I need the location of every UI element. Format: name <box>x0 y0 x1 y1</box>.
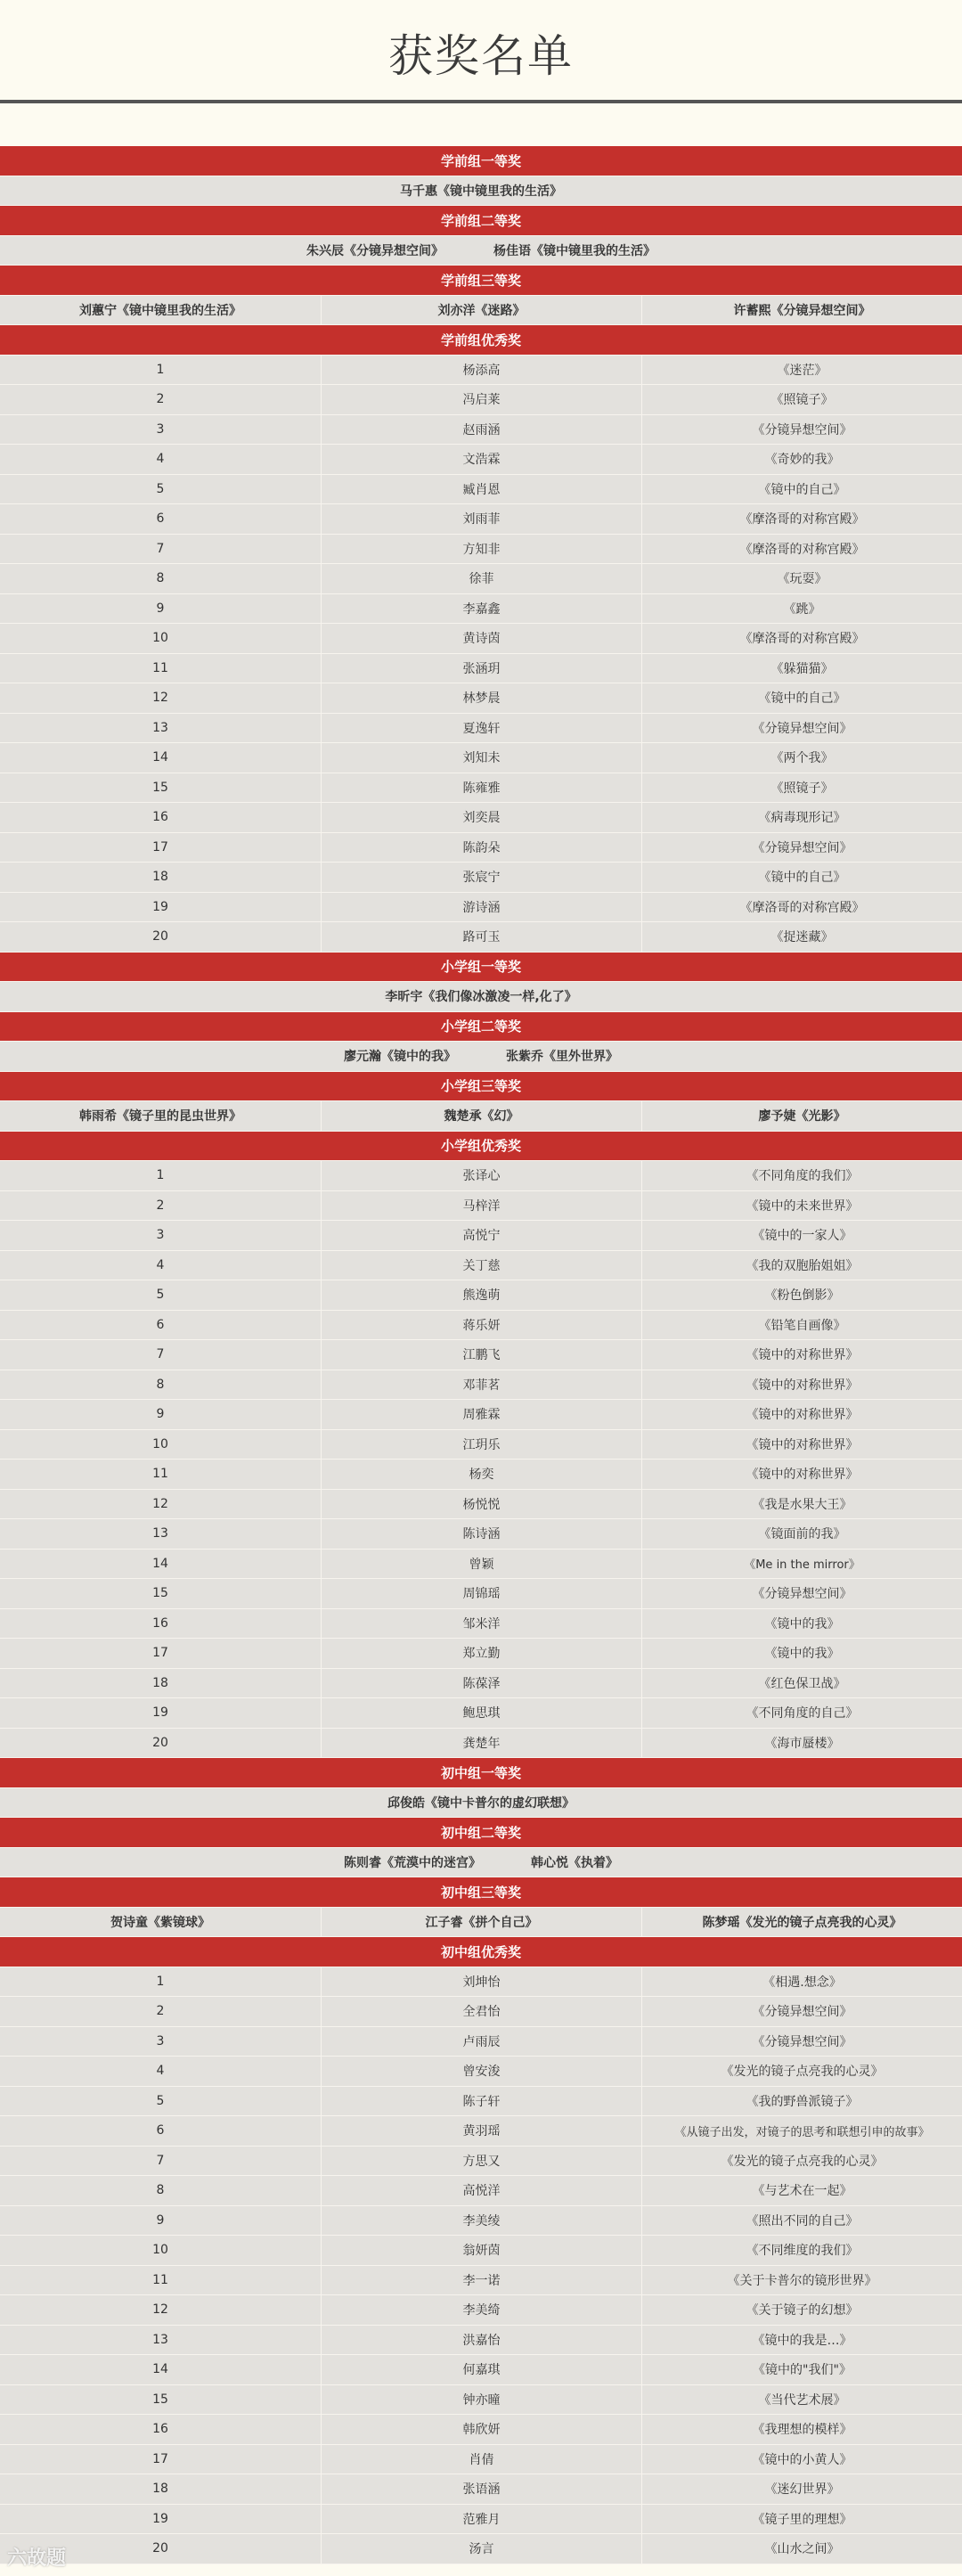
name-cell: 何嘉琪 <box>321 2355 641 2384</box>
work-cell: 《关于镜子的幻想》 <box>641 2295 962 2325</box>
winner-entry: 魏楚承《幻》 <box>321 1101 641 1131</box>
section-header: 初中组一等奖 <box>0 1758 962 1788</box>
work-cell: 《躲猫猫》 <box>641 654 962 683</box>
name-cell: 鲍思琪 <box>321 1698 641 1728</box>
table-row <box>0 1340 962 1370</box>
table-row <box>0 535 962 565</box>
work-cell: 《粉色倒影》 <box>641 1280 962 1310</box>
work-cell: 《迷茫》 <box>641 356 962 385</box>
winner-entry: 张紫乔《里外世界》 <box>506 1050 618 1065</box>
table-row <box>0 1519 962 1550</box>
table-row <box>0 2027 962 2057</box>
table-row <box>0 1997 962 2027</box>
rank-cell: 1 <box>156 1168 165 1183</box>
work-cell: 《不同维度的我们》 <box>641 2236 962 2265</box>
work-cell: 《照镜子》 <box>641 773 962 803</box>
table-row <box>0 743 962 773</box>
rank-cell: 3 <box>156 2033 165 2049</box>
name-cell: 杨添高 <box>321 356 641 385</box>
rank-cell: 16 <box>152 810 168 825</box>
table-row <box>0 1669 962 1699</box>
rank-cell: 5 <box>156 1288 165 1303</box>
table-row <box>0 1579 962 1609</box>
rank-cell: 10 <box>152 631 168 646</box>
rank-cell: 11 <box>152 2272 168 2287</box>
section-header: 小学组三等奖 <box>0 1072 962 1102</box>
work-cell: 《镜中的对称世界》 <box>641 1340 962 1370</box>
work-cell: 《镜中的对称世界》 <box>641 1460 962 1489</box>
winner-entry: 江子睿《拼个自己》 <box>321 1908 641 1937</box>
rank-cell: 4 <box>156 1257 165 1272</box>
table-row <box>0 1609 962 1640</box>
name-cell: 徐菲 <box>321 564 641 593</box>
work-cell: 《镜中的"我们"》 <box>641 2355 962 2384</box>
name-cell: 方知非 <box>321 535 641 564</box>
work-cell: 《从镜子出发，对镜子的思考和联想引申的故事》 <box>641 2116 962 2146</box>
rank-cell: 13 <box>152 1526 168 1542</box>
section-header: 初中组二等奖 <box>0 1818 962 1848</box>
name-cell: 周锦瑶 <box>321 1579 641 1608</box>
table-row <box>0 1430 962 1460</box>
table-row <box>0 624 962 654</box>
winner-entry: 韩雨希《镜子里的昆虫世界》 <box>79 1109 241 1124</box>
name-cell: 李美绮 <box>321 2295 641 2325</box>
award-list <box>0 146 962 2564</box>
rank-cell: 14 <box>152 2362 168 2377</box>
rank-cell: 12 <box>152 691 168 706</box>
work-cell: 《镜中的自己》 <box>641 683 962 713</box>
work-cell: 《病毒现形记》 <box>641 803 962 832</box>
winner-row <box>0 982 962 1012</box>
winner-entry: 韩心悦《执着》 <box>531 1855 618 1870</box>
rank-cell: 19 <box>152 1705 168 1721</box>
work-cell: 《分镜异想空间》 <box>641 1997 962 2026</box>
name-cell: 刘雨菲 <box>321 504 641 534</box>
name-cell: 杨奕 <box>321 1460 641 1489</box>
table-row <box>0 2295 962 2326</box>
name-cell: 马梓洋 <box>321 1191 641 1221</box>
name-cell: 刘奕晨 <box>321 803 641 832</box>
rank-cell: 18 <box>152 870 168 885</box>
name-cell: 卢雨辰 <box>321 2027 641 2057</box>
rank-cell: 20 <box>152 1735 168 1750</box>
name-cell: 杨悦悦 <box>321 1490 641 1519</box>
work-cell: 《镜中的未来世界》 <box>641 1191 962 1221</box>
table-row <box>0 1639 962 1669</box>
rank-cell: 17 <box>152 839 168 855</box>
work-cell: 《海市蜃楼》 <box>641 1729 962 1758</box>
name-cell: 冯启莱 <box>321 385 641 414</box>
table-row <box>0 1460 962 1490</box>
work-cell: 《不同角度的我们》 <box>641 1161 962 1190</box>
winner-row <box>0 1908 962 1938</box>
work-cell: 《摩洛哥的对称宫殿》 <box>641 624 962 653</box>
name-cell: 路可玉 <box>321 922 641 952</box>
rank-cell: 9 <box>156 2212 165 2228</box>
rank-cell: 2 <box>156 392 165 407</box>
name-cell: 刘知未 <box>321 743 641 773</box>
table-row <box>0 475 962 505</box>
rank-cell: 20 <box>152 929 168 945</box>
table-row <box>0 415 962 446</box>
rank-cell: 19 <box>152 2511 168 2526</box>
table-row <box>0 2534 962 2564</box>
work-cell: 《红色保卫战》 <box>641 1669 962 1698</box>
name-cell: 钟亦曈 <box>321 2385 641 2415</box>
rank-cell: 18 <box>152 2482 168 2497</box>
rank-cell: 19 <box>152 899 168 914</box>
winner-entry: 廖予婕《光影》 <box>641 1101 962 1131</box>
work-cell: 《镜中的对称世界》 <box>641 1370 962 1400</box>
table-row <box>0 1400 962 1430</box>
rank-cell: 16 <box>152 2422 168 2437</box>
winner-row <box>0 176 962 207</box>
rank-cell: 13 <box>152 2332 168 2347</box>
winner-row <box>0 1848 962 1878</box>
work-cell: 《分镜异想空间》 <box>641 714 962 743</box>
name-cell: 陈雍雅 <box>321 773 641 803</box>
rank-cell: 11 <box>152 660 168 675</box>
work-cell: 《镜中的对称世界》 <box>641 1400 962 1429</box>
rank-cell: 6 <box>156 2123 165 2138</box>
work-cell: 《捉迷藏》 <box>641 922 962 952</box>
page-title: 获奖名单 <box>388 30 574 82</box>
table-row <box>0 683 962 714</box>
rank-cell: 15 <box>152 780 168 795</box>
name-cell: 全君怡 <box>321 1997 641 2026</box>
winner-row <box>0 236 962 266</box>
work-cell: 《镜中的自己》 <box>641 863 962 892</box>
table-row <box>0 2087 962 2117</box>
name-cell: 龚楚年 <box>321 1729 641 1758</box>
table-row <box>0 893 962 923</box>
winner-entry: 杨佳语《镜中镜里我的生活》 <box>493 243 656 258</box>
winner-entry: 陈梦瑶《发光的镜子点亮我的心灵》 <box>641 1908 962 1937</box>
winner-entry: 朱兴辰《分镜异想空间》 <box>306 243 444 258</box>
section-header: 初中组三等奖 <box>0 1877 962 1908</box>
table-row <box>0 2326 962 2356</box>
table-row <box>0 385 962 415</box>
name-cell: 林梦晨 <box>321 683 641 713</box>
work-cell: 《照出不同的自己》 <box>641 2206 962 2236</box>
name-cell: 夏逸轩 <box>321 714 641 743</box>
work-cell: 《铅笔自画像》 <box>641 1311 962 1340</box>
rank-cell: 1 <box>156 362 165 377</box>
rank-cell: 10 <box>152 2243 168 2258</box>
rank-cell: 2 <box>156 1198 165 1213</box>
rank-cell: 12 <box>152 1496 168 1511</box>
work-cell: 《我理想的模样》 <box>641 2415 962 2444</box>
table-row <box>0 594 962 625</box>
table-row <box>0 2505 962 2535</box>
work-cell: 《发光的镜子点亮我的心灵》 <box>641 2057 962 2086</box>
name-cell: 赵雨涵 <box>321 415 641 445</box>
name-cell: 张语涵 <box>321 2474 641 2504</box>
rank-cell: 14 <box>152 750 168 765</box>
section-header: 初中组优秀奖 <box>0 1937 962 1967</box>
work-cell: 《镜面前的我》 <box>641 1519 962 1549</box>
winner-entry: 刘蕙宁《镜中镜里我的生活》 <box>79 303 241 318</box>
rank-cell: 8 <box>156 571 165 586</box>
work-cell: 《发光的镜子点亮我的心灵》 <box>641 2147 962 2176</box>
section-header: 小学组优秀奖 <box>0 1132 962 1162</box>
work-cell: 《跳》 <box>641 594 962 624</box>
name-cell: 周雅霖 <box>321 1400 641 1429</box>
table-row <box>0 714 962 744</box>
table-row <box>0 445 962 475</box>
work-cell: 《我的野兽派镜子》 <box>641 2087 962 2116</box>
work-cell: 《分镜异想空间》 <box>641 415 962 445</box>
rank-cell: 11 <box>152 1467 168 1482</box>
section-header: 学前组二等奖 <box>0 206 962 236</box>
name-cell: 高悦洋 <box>321 2176 641 2205</box>
winner-entry: 贺诗童《紫镜球》 <box>110 1915 210 1930</box>
table-row <box>0 1221 962 1251</box>
watermark-logo: 六故题 <box>7 2547 67 2570</box>
rank-cell: 8 <box>156 2183 165 2198</box>
table-row <box>0 564 962 594</box>
rank-cell: 8 <box>156 1377 165 1392</box>
work-cell: 《相遇.想念》 <box>641 1967 962 1997</box>
rank-cell: 9 <box>156 1407 165 1422</box>
table-row <box>0 1311 962 1341</box>
rank-cell: 6 <box>156 511 165 527</box>
table-row <box>0 1191 962 1222</box>
rank-cell: 5 <box>156 2093 165 2108</box>
name-cell: 范雅月 <box>321 2505 641 2534</box>
name-cell: 张宸宁 <box>321 863 641 892</box>
winner-row <box>0 1101 962 1132</box>
name-cell: 汤言 <box>321 2534 641 2564</box>
rank-cell: 4 <box>156 452 165 467</box>
work-cell: 《不同角度的自己》 <box>641 1698 962 1728</box>
work-cell: 《镜中的自己》 <box>641 475 962 504</box>
name-cell: 郑立勤 <box>321 1639 641 1668</box>
table-row <box>0 654 962 684</box>
rank-cell: 7 <box>156 1347 165 1362</box>
rank-cell: 9 <box>156 601 165 616</box>
rank-cell: 14 <box>152 1556 168 1571</box>
name-cell: 张涵玥 <box>321 654 641 683</box>
work-cell: 《我是水果大王》 <box>641 1490 962 1519</box>
name-cell: 游诗涵 <box>321 893 641 922</box>
work-cell: 《玩耍》 <box>641 564 962 593</box>
rank-cell: 15 <box>152 2392 168 2407</box>
winner-entry: 廖元瀚《镜中的我》 <box>344 1050 456 1065</box>
winner-entry: 许蓄熙《分镜异想空间》 <box>641 296 962 325</box>
work-cell: 《摩洛哥的对称宫殿》 <box>641 535 962 564</box>
work-cell: 《照镜子》 <box>641 385 962 414</box>
name-cell: 肖倩 <box>321 2445 641 2474</box>
table-row <box>0 2236 962 2266</box>
table-row <box>0 803 962 833</box>
table-row <box>0 1729 962 1759</box>
table-row <box>0 1370 962 1401</box>
winner-entry: 李昕宇《我们像冰激凌一样,化了》 <box>385 990 577 1005</box>
rank-cell: 7 <box>156 541 165 556</box>
winner-row <box>0 1788 962 1819</box>
table-row <box>0 2176 962 2206</box>
work-cell: 《奇妙的我》 <box>641 445 962 474</box>
table-row <box>0 2385 962 2416</box>
name-cell: 关丁慈 <box>321 1251 641 1280</box>
name-cell: 江鹏飞 <box>321 1340 641 1370</box>
work-cell: 《镜中的我》 <box>641 1609 962 1639</box>
table-row <box>0 2445 962 2475</box>
name-cell: 洪嘉怡 <box>321 2326 641 2355</box>
name-cell: 熊逸萌 <box>321 1280 641 1310</box>
rank-cell: 7 <box>156 2153 165 2168</box>
rank-cell: 12 <box>152 2302 168 2318</box>
table-row <box>0 2266 962 2296</box>
table-row <box>0 1251 962 1281</box>
winner-entry: 马千惠《镜中镜里我的生活》 <box>400 184 562 199</box>
rank-cell: 10 <box>152 1436 168 1452</box>
winner-entry: 邱俊皓《镜中卡普尔的虚幻联想》 <box>387 1795 575 1811</box>
work-cell: 《分镜异想空间》 <box>641 2027 962 2057</box>
name-cell: 陈子轩 <box>321 2087 641 2116</box>
name-cell: 陈韵朵 <box>321 833 641 863</box>
table-row <box>0 1967 962 1998</box>
winner-row <box>0 296 962 326</box>
name-cell: 翁妍茵 <box>321 2236 641 2265</box>
rank-cell: 20 <box>152 2541 168 2556</box>
rank-cell: 18 <box>152 1675 168 1690</box>
rank-cell: 3 <box>156 421 165 437</box>
rank-cell: 13 <box>152 720 168 735</box>
rank-cell: 16 <box>152 1615 168 1631</box>
name-cell: 陈诗涵 <box>321 1519 641 1549</box>
rank-cell: 17 <box>152 1646 168 1661</box>
name-cell: 张译心 <box>321 1161 641 1190</box>
name-cell: 李嘉鑫 <box>321 594 641 624</box>
rank-cell: 17 <box>152 2451 168 2466</box>
table-row <box>0 1698 962 1729</box>
name-cell: 李美绫 <box>321 2206 641 2236</box>
name-cell: 陈葆泽 <box>321 1669 641 1698</box>
work-cell: 《镜中的一家人》 <box>641 1221 962 1250</box>
work-cell: 《镜子里的理想》 <box>641 2505 962 2534</box>
rank-cell: 1 <box>156 1974 165 1989</box>
table-row <box>0 2057 962 2087</box>
name-cell: 李一诺 <box>321 2266 641 2295</box>
work-cell: 《分镜异想空间》 <box>641 833 962 863</box>
rank-cell: 15 <box>152 1586 168 1601</box>
table-row <box>0 1161 962 1191</box>
work-cell: 《镜中的小黄人》 <box>641 2445 962 2474</box>
work-cell: 《Me in the mirror》 <box>641 1550 962 1579</box>
work-cell: 《镜中的我是…》 <box>641 2326 962 2355</box>
table-row <box>0 1550 962 1580</box>
table-row <box>0 2355 962 2385</box>
rank-cell: 3 <box>156 1228 165 1243</box>
winner-entry: 刘亦洋《迷路》 <box>321 296 641 325</box>
work-cell: 《山水之间》 <box>641 2534 962 2564</box>
name-cell: 臧肖恩 <box>321 475 641 504</box>
table-row <box>0 773 962 804</box>
name-cell: 韩欣妍 <box>321 2415 641 2444</box>
work-cell: 《镜中的对称世界》 <box>641 1430 962 1460</box>
name-cell: 曾颖 <box>321 1550 641 1579</box>
section-header: 学前组优秀奖 <box>0 325 962 356</box>
winner-row <box>0 1042 962 1072</box>
work-cell: 《摩洛哥的对称宫殿》 <box>641 504 962 534</box>
name-cell: 文浩霖 <box>321 445 641 474</box>
table-row <box>0 863 962 893</box>
section-header: 学前组一等奖 <box>0 146 962 176</box>
title-block <box>0 0 962 103</box>
work-cell: 《迷幻世界》 <box>641 2474 962 2504</box>
name-cell: 邹米洋 <box>321 1609 641 1639</box>
table-row <box>0 1280 962 1311</box>
name-cell: 高悦宁 <box>321 1221 641 1250</box>
work-cell: 《镜中的我》 <box>641 1639 962 1668</box>
name-cell: 黄羽瑶 <box>321 2116 641 2146</box>
work-cell: 《与艺术在一起》 <box>641 2176 962 2205</box>
name-cell: 刘坤怡 <box>321 1967 641 1997</box>
name-cell: 邓菲茗 <box>321 1370 641 1400</box>
work-cell: 《两个我》 <box>641 743 962 773</box>
section-header: 学前组三等奖 <box>0 266 962 296</box>
table-row <box>0 2116 962 2147</box>
rank-cell: 2 <box>156 2004 165 2019</box>
name-cell: 江玥乐 <box>321 1430 641 1460</box>
rank-cell: 4 <box>156 2064 165 2079</box>
table-row <box>0 833 962 863</box>
table-row <box>0 922 962 953</box>
winner-entry: 陈则睿《荒漠中的迷宫》 <box>344 1855 481 1870</box>
name-cell: 曾安浚 <box>321 2057 641 2086</box>
work-cell: 《分镜异想空间》 <box>641 1579 962 1608</box>
table-row <box>0 2147 962 2177</box>
table-row <box>0 1490 962 1520</box>
table-row <box>0 2474 962 2505</box>
name-cell: 黄诗茵 <box>321 624 641 653</box>
section-header: 小学组二等奖 <box>0 1012 962 1043</box>
name-cell: 蒋乐妍 <box>321 1311 641 1340</box>
work-cell: 《我的双胞胎姐姐》 <box>641 1251 962 1280</box>
table-row <box>0 504 962 535</box>
table-row <box>0 356 962 386</box>
rank-cell: 6 <box>156 1317 165 1332</box>
table-row <box>0 2415 962 2445</box>
table-row <box>0 2206 962 2237</box>
work-cell: 《当代艺术展》 <box>641 2385 962 2415</box>
work-cell: 《摩洛哥的对称宫殿》 <box>641 893 962 922</box>
section-header: 小学组一等奖 <box>0 953 962 983</box>
rank-cell: 5 <box>156 481 165 496</box>
name-cell: 方思又 <box>321 2147 641 2176</box>
work-cell: 《关于卡普尔的镜形世界》 <box>641 2266 962 2295</box>
